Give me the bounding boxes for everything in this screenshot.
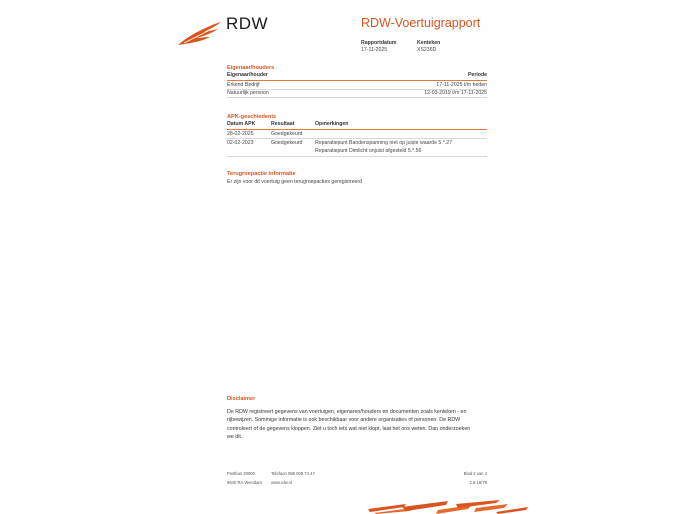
apk-row-remarks: Reparatiepunt Dimlicht onjuist afgesteld 5.*.56 <box>315 148 422 154</box>
owners-row-period: 12-03-2019 t/m 17-11-2025 <box>424 90 487 96</box>
brand-name: RDW <box>226 14 269 33</box>
apk-section-title: APK-geschiedenis <box>227 114 277 120</box>
apk-row-result: Goedgekeurd <box>271 140 303 146</box>
disclaimer-text <box>227 408 489 442</box>
apk-row-date: 28-02-2025 <box>227 131 254 137</box>
owners-row-period: 17-11-2025 t/m heden <box>436 82 487 88</box>
plate-label: Kenteken <box>417 40 441 46</box>
rdw-logo-icon <box>176 20 222 46</box>
apk-row-divider <box>227 156 487 157</box>
report-title: RDW-Voertuigrapport <box>361 16 481 30</box>
disclaimer-line: controleert of de gegevens kloppen. Ziet u toch iets wat niet klopt, laat het ons weten. Dan onderzoeken <box>227 425 471 432</box>
owners-row-name: Erkend Bedrijf <box>227 82 260 88</box>
disclaimer-line: De RDW registreert gegevens van voertuigen, eigenaren/houders en documenten zoals kenteken - en <box>227 409 467 415</box>
owners-header-owner: Eigenaar/houder <box>227 72 268 78</box>
decorative-stripes-icon <box>368 500 528 514</box>
apk-header-rule <box>227 129 487 130</box>
apk-row-result: Goedgekeurd <box>271 131 303 137</box>
apk-header-date: Datum APK <box>227 121 256 127</box>
footer-city: 9640 RA Veendam <box>227 480 262 485</box>
plate-value: XS236D <box>417 47 437 53</box>
owners-row-name: Natuurlijk persoon <box>227 90 269 96</box>
disclaimer-line: we dit. <box>227 434 243 441</box>
recall-section-title: Terugroepactie informatie <box>227 171 296 177</box>
report-date-label: Rapportdatum <box>361 40 397 46</box>
apk-row-date: 02-02-2023 <box>227 140 254 146</box>
owners-header-period: Periode <box>467 72 487 78</box>
footer-version: 2.6.16/78 <box>469 480 487 485</box>
apk-row-divider <box>227 138 487 139</box>
footer-website[interactable]: www.rdw.nl <box>271 480 292 485</box>
apk-header-result: Resultaat <box>271 121 295 127</box>
footer-postbus: Postbus 30000 <box>227 471 255 476</box>
footer-phone: Telefoon 088 008 74 47 <box>271 471 315 476</box>
disclaimer-title: Disclaimer <box>227 396 256 402</box>
recall-text: Er zijn voor dit voertuig geen terugroepacties geregistreerd <box>227 179 362 185</box>
disclaimer-line: rijbewijzen. Sommige informatie is ook beschikbaar voor andere organisaties of personen. De RDW <box>227 417 461 424</box>
apk-row-remarks: Reparatiepunt Bandenspanning niet op juiste waarde 5.*.27 <box>315 140 452 146</box>
apk-header-remarks: Opmerkingen <box>315 121 349 127</box>
report-date-value: 17-11-2025 <box>361 47 388 53</box>
owners-row-divider <box>227 97 487 98</box>
owners-section-title: Eigenaar/houders <box>227 65 275 71</box>
owners-header-rule <box>227 80 487 81</box>
footer-page-number: Blad 2 van 2 <box>463 471 487 476</box>
